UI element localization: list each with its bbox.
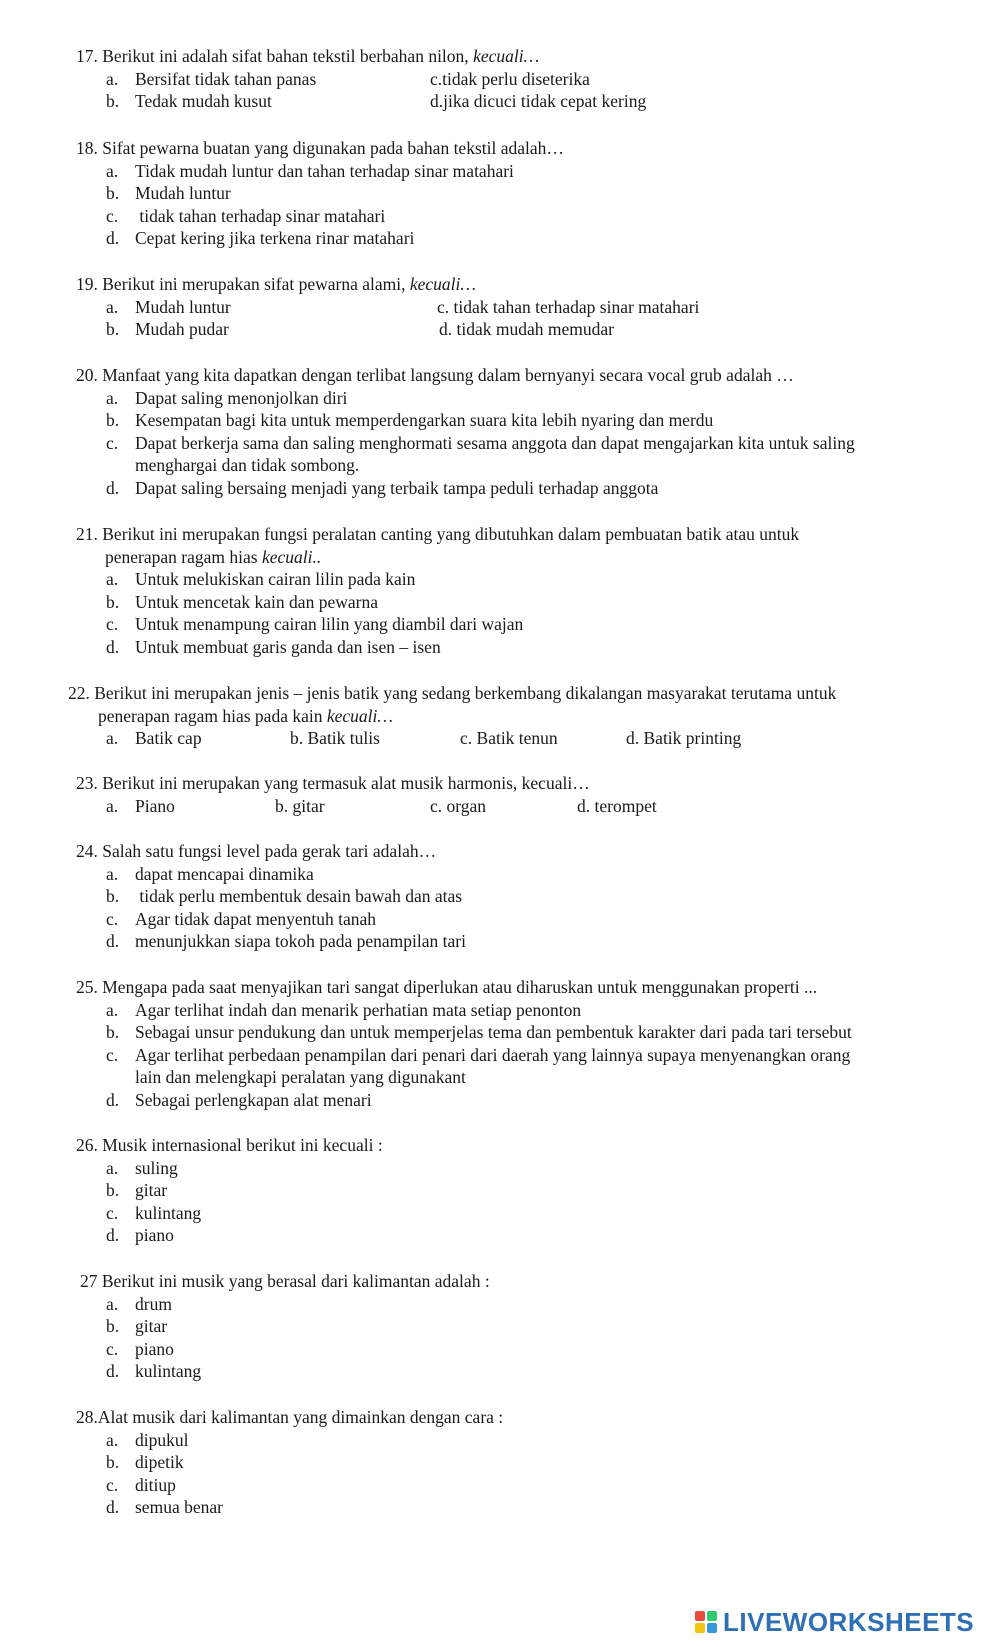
list-item: d. kulintang xyxy=(106,1361,202,1382)
list-item: d. semua benar xyxy=(106,1497,223,1518)
list-item: c. kulintang xyxy=(106,1202,202,1223)
list-item: a. dapat mencapai dinamika xyxy=(106,863,314,884)
question-20 xyxy=(0,364,1000,500)
question-19-stem: 19. Berikut ini merupakan sifat pewarna alami, kecuali… xyxy=(76,274,476,294)
option-a: Piano xyxy=(135,795,175,816)
list-item: c. Dapat berkerja sama dan saling menghormati sesama anggota dan dapat mengajarkan kita untuk saling xyxy=(106,432,855,453)
list-item: a. Agar terlihat indah dan menarik perhatian mata setiap penonton xyxy=(106,999,582,1020)
question-26-stem: 26. Musik internasional berikut ini kecuali : xyxy=(76,1135,383,1155)
list-item: c. tidak tahan terhadap sinar matahari xyxy=(106,205,386,226)
question-17 xyxy=(0,45,1000,113)
list-item: a. Dapat saling menonjolkan diri xyxy=(106,387,348,408)
question-20-stem: 20. Manfaat yang kita dapatkan dengan terlibat langsung dalam bernyanyi secara vocal grub adalah … xyxy=(76,365,794,385)
logo-blocks-icon xyxy=(695,1611,717,1633)
option-c: c. Batik tenun xyxy=(460,728,558,749)
list-item: d. menunjukkan siapa tokoh pada penampilan tari xyxy=(106,931,466,952)
option-d: d. tidak mudah memudar xyxy=(439,319,614,340)
list-item: c. Agar tidak dapat menyentuh tanah xyxy=(106,908,377,929)
list-item: b. Sebagai unsur pendukung dan untuk memperjelas tema dan pembentuk karakter dari pada tari tersebut xyxy=(106,1022,852,1043)
option-b: Mudah pudar xyxy=(135,319,229,340)
option-letter: b. xyxy=(106,91,120,112)
list-item: b. gitar xyxy=(106,1316,168,1337)
option-d: d.jika dicuci tidak cepat kering xyxy=(430,91,647,112)
option-c: c. organ xyxy=(430,795,487,816)
question-24 xyxy=(0,840,1000,953)
list-item: d. Cepat kering jika terkena rinar matahari xyxy=(106,228,415,249)
option-letter: b. xyxy=(106,319,120,340)
question-19 xyxy=(0,273,1000,341)
list-item: b. gitar xyxy=(106,1180,168,1201)
list-item: b. Kesempatan bagi kita untuk memperdengarkan suara kita lebih nyaring dan merdu xyxy=(106,410,714,431)
option-a: Mudah luntur xyxy=(135,296,231,317)
option-a: Bersifat tidak tahan panas xyxy=(135,68,317,89)
list-item-continuation: lain dan melengkapi peralatan yang digunakant xyxy=(135,1067,466,1088)
liveworksheets-logo xyxy=(695,1605,974,1639)
list-item: d. piano xyxy=(106,1225,174,1246)
option-b: b. Batik tulis xyxy=(290,728,380,749)
list-item: c. Untuk menampung cairan lilin yang diambil dari wajan xyxy=(106,614,524,635)
list-item: b. Mudah luntur xyxy=(106,183,231,204)
list-item: d. Dapat saling bersaing menjadi yang terbaik tampa peduli terhadap anggota xyxy=(106,477,659,498)
option-letter: a. xyxy=(106,795,119,816)
option-c: c. tidak tahan terhadap sinar matahari xyxy=(437,296,700,317)
list-item: a. dipukul xyxy=(106,1429,189,1450)
option-letter: a. xyxy=(106,728,119,749)
list-item: a. Untuk melukiskan cairan lilin pada kain xyxy=(106,569,416,590)
question-23-stem: 23. Berikut ini merupakan yang termasuk alat musik harmonis, kecuali… xyxy=(76,773,590,793)
option-d: d. Batik printing xyxy=(626,728,742,749)
question-21-stem-cont: penerapan ragam hias kecuali.. xyxy=(105,546,322,567)
question-27 xyxy=(0,1270,1000,1383)
list-item: b. dipetik xyxy=(106,1452,184,1473)
list-item: d. Sebagai perlengkapan alat menari xyxy=(106,1089,372,1110)
list-item: d. Untuk membuat garis ganda dan isen – isen xyxy=(106,636,441,657)
list-item: b. tidak perlu membentuk desain bawah dan atas xyxy=(106,886,463,907)
question-22-stem: 22. Berikut ini merupakan jenis – jenis batik yang sedang berkembang dikalangan masyarakat terutama untuk xyxy=(68,683,837,703)
question-18 xyxy=(0,137,1000,250)
list-item: b. Untuk mencetak kain dan pewarna xyxy=(106,591,378,612)
question-25-stem: 25. Mengapa pada saat menyajikan tari sangat diperlukan atau diharuskan untuk menggunakan properti ... xyxy=(76,977,818,997)
option-letter: a. xyxy=(106,68,119,89)
option-c: c.tidak perlu diseterika xyxy=(430,68,590,89)
question-23 xyxy=(0,772,1000,817)
question-28 xyxy=(0,1406,1000,1519)
list-item: c. Agar terlihat perbedaan penampilan dari penari dari daerah yang lainnya supaya menyenangkan orang xyxy=(106,1044,851,1065)
list-item: a. suling xyxy=(106,1157,178,1178)
list-item: c. ditiup xyxy=(106,1474,176,1495)
option-letter: a. xyxy=(106,296,119,317)
option-b: Tedak mudah kusut xyxy=(135,91,272,112)
question-22 xyxy=(0,682,1000,750)
list-item-continuation: menghargai dan tidak sombong. xyxy=(135,455,360,476)
question-21-stem: 21. Berikut ini merupakan fungsi peralatan canting yang dibutuhkan dalam pembuatan batik atau untuk xyxy=(76,524,800,544)
question-27-stem: 27 Berikut ini musik yang berasal dari kalimantan adalah : xyxy=(80,1271,490,1291)
option-a: Batik cap xyxy=(135,728,202,749)
question-24-stem: 24. Salah satu fungsi level pada gerak tari adalah… xyxy=(76,841,437,861)
question-25 xyxy=(0,976,1000,1112)
list-item: a. Tidak mudah luntur dan tahan terhadap sinar matahari xyxy=(106,160,514,181)
list-item: c. piano xyxy=(106,1338,174,1359)
option-d: d. terompet xyxy=(577,795,657,816)
question-26 xyxy=(0,1134,1000,1247)
option-b: b. gitar xyxy=(275,795,325,816)
question-17-stem: 17. Berikut ini adalah sifat bahan tekstil berbahan nilon, kecuali… xyxy=(76,46,540,66)
list-item: a. drum xyxy=(106,1293,172,1314)
question-18-stem: 18. Sifat pewarna buatan yang digunakan pada bahan tekstil adalah… xyxy=(76,138,564,158)
logo-text: LIVEWORKSHEETS xyxy=(723,1606,975,1637)
question-21 xyxy=(0,523,1000,659)
question-28-stem: 28.Alat musik dari kalimantan yang dimainkan dengan cara : xyxy=(76,1407,504,1427)
question-22-stem-cont: penerapan ragam hias pada kain kecuali… xyxy=(98,705,393,726)
